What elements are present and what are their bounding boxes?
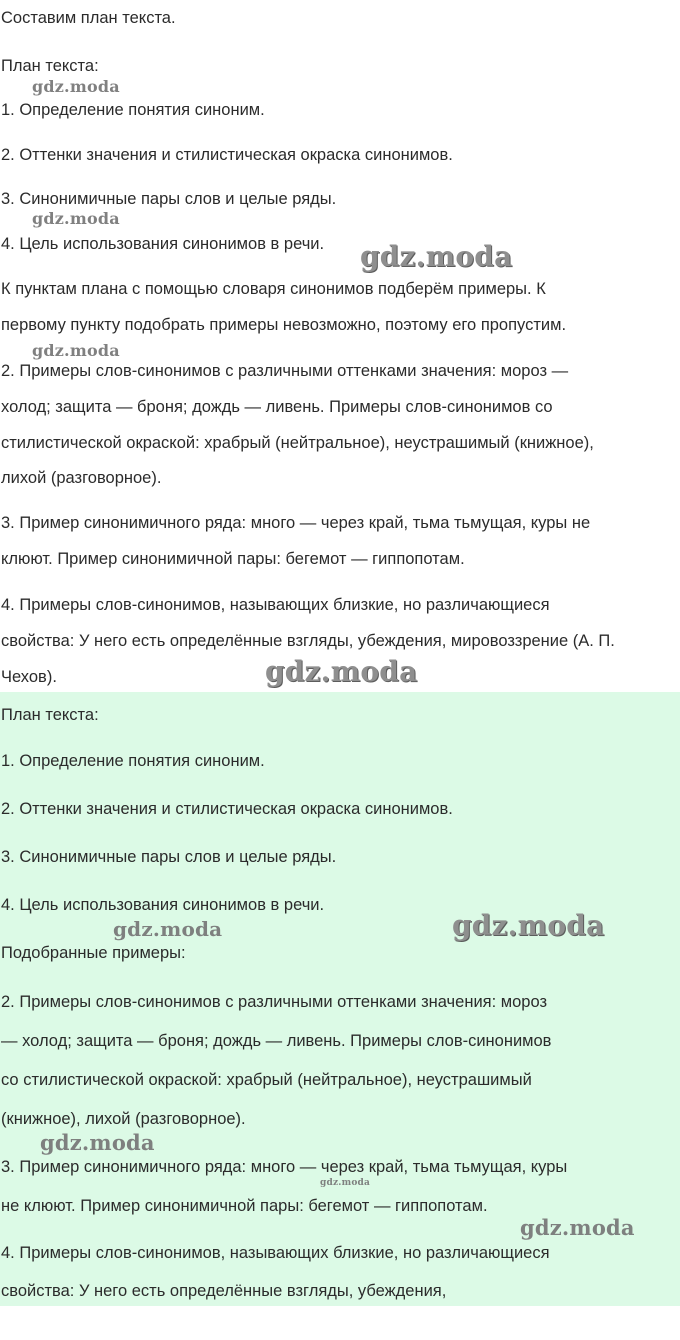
- watermark-logo: gdz.moda: [32, 209, 120, 228]
- paragraph-line: Чехов).: [1, 668, 57, 686]
- watermark-logo: gdz.moda: [452, 909, 605, 942]
- paragraph-line: 3. Пример синонимичного ряда: много — через край, тьма тьмущая, куры: [1, 1158, 568, 1176]
- plan-item: 3. Синонимичные пары слов и целые ряды.: [1, 190, 337, 208]
- paragraph-line: 2. Примеры слов-синонимов с различными оттенками значения: мороз: [1, 993, 548, 1011]
- plan-item: 2. Оттенки значения и стилистическая окраска синонимов.: [1, 146, 453, 164]
- plan-item: 1. Определение понятия синоним.: [1, 752, 265, 770]
- paragraph-line: свойства: У него есть определённые взгляды, убеждения,: [1, 1282, 447, 1300]
- plan-item: 3. Синонимичные пары слов и целые ряды.: [1, 848, 337, 866]
- paragraph-line: не клюют. Пример синонимичной пары: бегемот — гиппопотам.: [1, 1197, 488, 1215]
- paragraph-line: (книжное), лихой (разговорное).: [1, 1110, 246, 1128]
- examples-heading: Подобранные примеры:: [1, 944, 186, 962]
- intro-line: Составим план текста.: [1, 9, 176, 27]
- plan-item: 4. Цель использования синонимов в речи.: [1, 235, 325, 253]
- watermark-logo: gdz.moda: [360, 240, 513, 273]
- answer-block: [0, 692, 680, 1306]
- watermark-logo: gdz.moda: [40, 1130, 155, 1155]
- paragraph-line: 3. Пример синонимичного ряда: много — через край, тьма тьмущая, куры не: [1, 514, 591, 532]
- paragraph-line: лихой (разговорное).: [1, 469, 162, 487]
- paragraph-line: свойства: У него есть определённые взгляды, убеждения, мировоззрение (А. П.: [1, 632, 615, 650]
- paragraph-line: первому пункту подобрать примеры невозможно, поэтому его пропустим.: [1, 316, 567, 334]
- plan-item: 1. Определение понятия синоним.: [1, 101, 265, 119]
- plan-heading: План текста:: [1, 57, 99, 75]
- paragraph-line: клюют. Пример синонимичной пары: бегемот — гиппопотам.: [1, 550, 465, 568]
- paragraph-line: со стилистической окраской: храбрый (нейтральное), неустрашимый: [1, 1071, 532, 1089]
- paragraph-line: холод; защита — броня; дождь — ливень. Примеры слов-синонимов со: [1, 398, 553, 416]
- paragraph-line: К пунктам плана с помощью словаря синонимов подберём примеры. К: [1, 280, 546, 298]
- paragraph-line: стилистической окраской: храбрый (нейтральное), неустрашимый (книжное),: [1, 434, 594, 452]
- paragraph-line: 2. Примеры слов-синонимов с различными оттенками значения: мороз —: [1, 362, 569, 380]
- watermark-logo: gdz.moda: [32, 341, 120, 360]
- plan-item: 4. Цель использования синонимов в речи.: [1, 896, 325, 914]
- paragraph-line: 4. Примеры слов-синонимов, называющих близкие, но различающиеся: [1, 1244, 550, 1262]
- watermark-logo: gdz.moda: [113, 917, 223, 941]
- watermark-logo: gdz.moda: [520, 1215, 635, 1240]
- plan-item: 2. Оттенки значения и стилистическая окраска синонимов.: [1, 800, 453, 818]
- paragraph-line: 4. Примеры слов-синонимов, называющих близкие, но различающиеся: [1, 596, 550, 614]
- watermark-logo: gdz.moda: [265, 655, 418, 688]
- plan-heading: План текста:: [1, 706, 99, 724]
- watermark-logo: gdz.moda: [32, 77, 120, 96]
- watermark-logo: gdz.moda: [320, 1178, 371, 1188]
- paragraph-line: — холод; защита — броня; дождь — ливень. Примеры слов-синонимов: [1, 1032, 552, 1050]
